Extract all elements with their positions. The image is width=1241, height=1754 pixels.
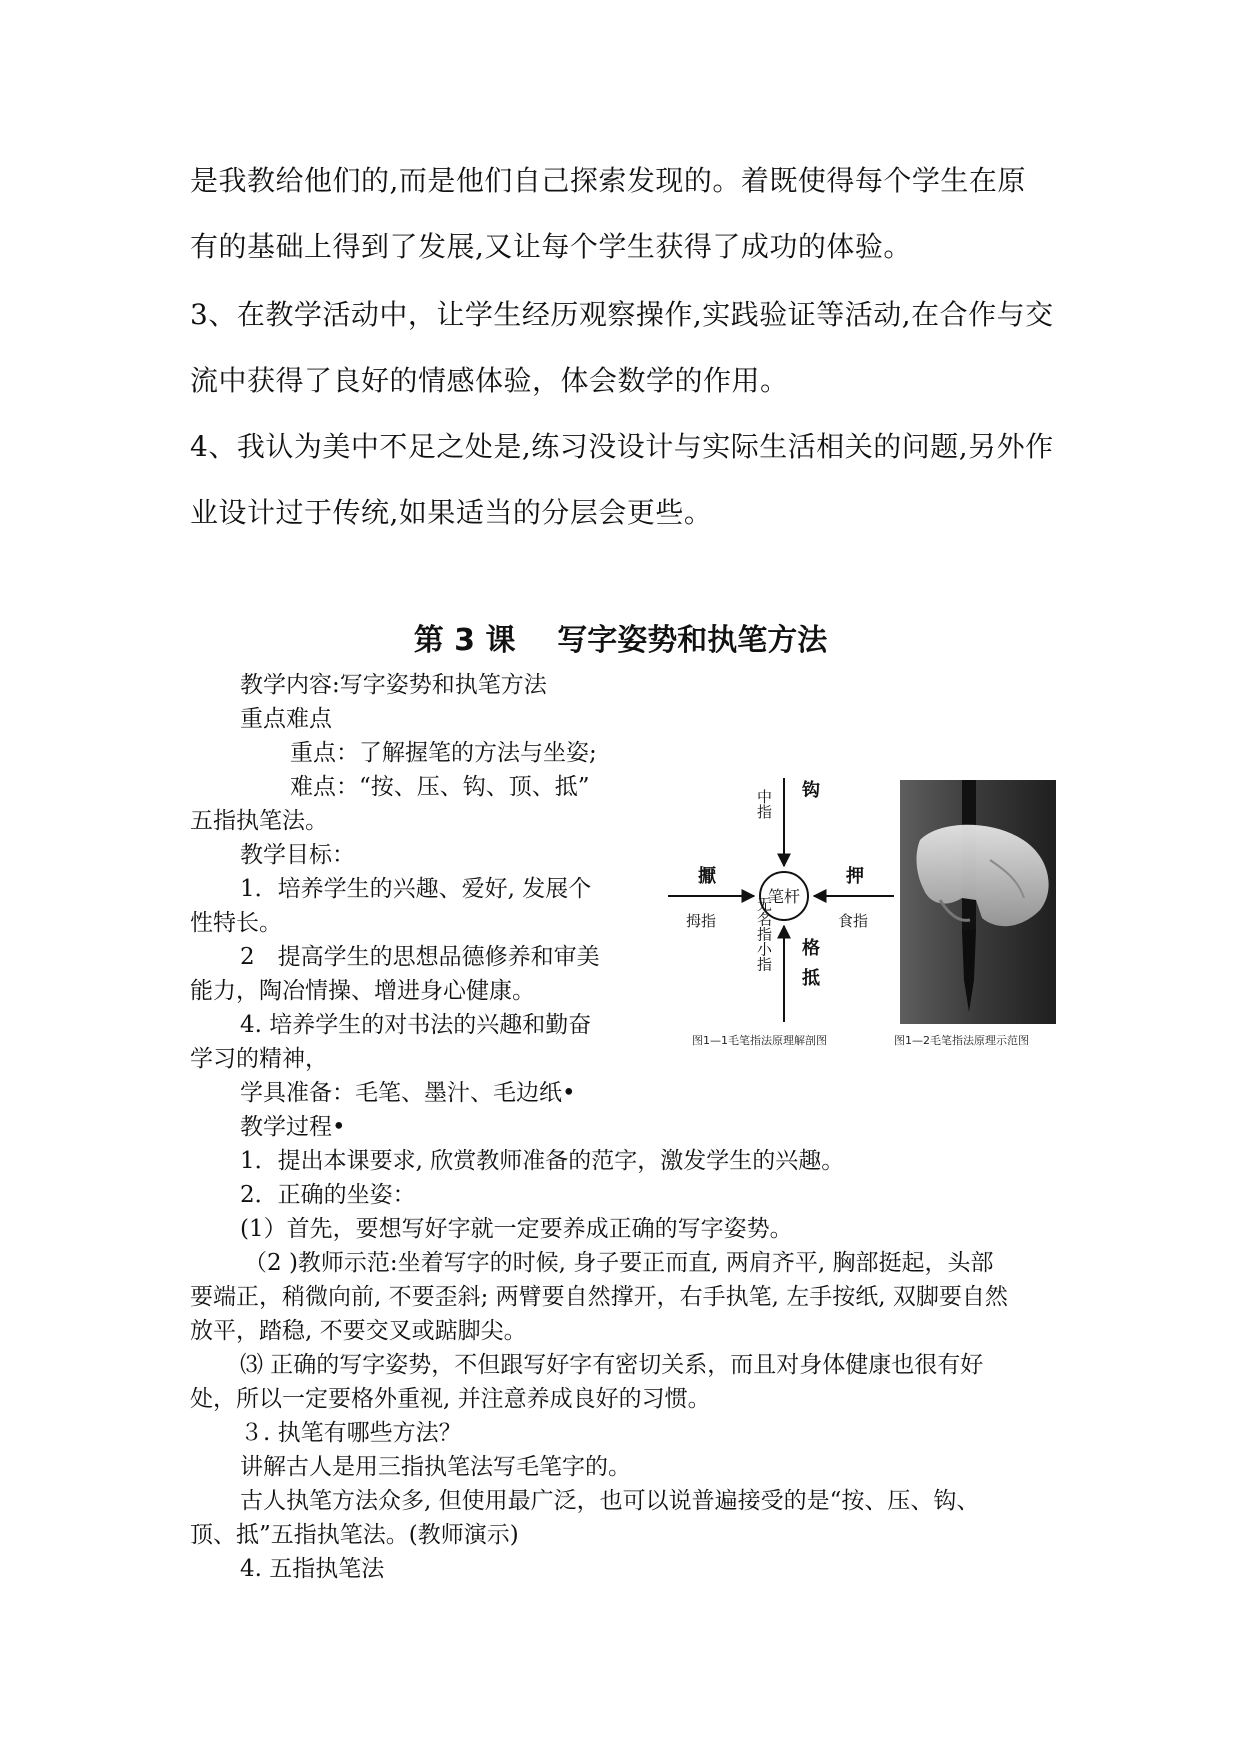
right-action-label: 押 (846, 866, 864, 887)
top-finger-label: 中指 (755, 789, 773, 819)
body-line: 学习的精神， (190, 1046, 328, 1072)
body-line: 学具准备：毛笔、墨汁、毛边纸• (240, 1080, 576, 1106)
body-line: 重点：了解握笔的方法与坐姿; (290, 740, 597, 766)
paragraph-line: 3、在教学活动中，让学生经历观察操作,实践验证等活动,在合作与交 (190, 298, 1054, 331)
body-line: 古人执笔方法众多, 但使用最广泛，也可以说普遍接受的是“按、压、钩、 (240, 1488, 980, 1514)
brush-grip-figure (668, 768, 1060, 1054)
paragraph-line: 4、我认为美中不足之处是,练习没设计与实际生活相关的问题,另外作 (190, 430, 1054, 463)
figure-caption-1: 图1—1毛笔指法原理解剖图 (692, 1034, 827, 1047)
left-finger-label: 拇指 (686, 912, 717, 930)
bottom-action-label: 格 (802, 938, 820, 959)
paragraph-line: 是我教给他们的,而是他们自己探索发现的。着既使得每个学生在原 (190, 164, 1026, 197)
body-line: 1．提出本课要求, 欣赏教师准备的范字，激发学生的兴趣。 (240, 1148, 845, 1174)
body-line: 4. 培养学生的对书法的兴趣和勤奋 (240, 1012, 592, 1038)
body-line: 难点：“按、压、钩、顶、抵” (290, 774, 590, 800)
body-line: 重点难点 (240, 706, 332, 732)
lesson-title: 第 3 课 写字姿势和执笔方法 (413, 623, 828, 658)
body-line: 顶、抵”五指执笔法。(教师演示) (190, 1522, 519, 1548)
left-action-label: 擫 (698, 866, 716, 887)
bottom-action-label: 抵 (802, 968, 820, 989)
center-label: 笔杆 (767, 887, 801, 906)
body-line: ３. 执笔有哪些方法？ (240, 1420, 462, 1446)
body-line: 处，所以一定要格外重视, 并注意养成良好的习惯。 (190, 1386, 711, 1412)
top-action-label: 钩 (802, 780, 820, 801)
right-finger-label: 食指 (838, 912, 869, 930)
figure-caption-2: 图1—2毛笔指法原理示范图 (894, 1034, 1029, 1047)
paragraph-line: 流中获得了良好的情感体验，体会数学的作用。 (190, 364, 789, 397)
body-line: 2 提高学生的思想品德修养和审美 (240, 944, 600, 970)
body-line: 放平，踏稳, 不要交叉或踮脚尖。 (190, 1318, 527, 1344)
body-line: ⑶ 正确的写字姿势，不但跟写好字有密切关系，而且对身体健康也很有好 (240, 1352, 984, 1378)
body-line: 性特长。 (190, 910, 282, 936)
body-line: 4. 五指执笔法 (240, 1556, 385, 1582)
body-line: 要端正，稍微向前, 不要歪斜; 两臂要自然撑开，右手执笔, 左手按纸, 双脚要自然 (190, 1284, 1008, 1310)
body-line: 1．培养学生的兴趣、爱好, 发展个 (240, 876, 592, 902)
finger-diagram (668, 768, 900, 1030)
body-line: 五指执笔法。 (190, 808, 328, 834)
body-line: 2．正确的坐姿： (240, 1182, 416, 1208)
brush-hand-photo (900, 780, 1056, 1024)
body-line: (1）首先，要想写好字就一定要养成正确的写字姿势。 (240, 1216, 793, 1242)
paragraph-line: 业设计过于传统,如果适当的分层会更些。 (190, 496, 713, 529)
body-line: 能力，陶冶情操、增进身心健康。 (190, 978, 535, 1004)
body-line: 教学过程• (240, 1114, 346, 1140)
body-line: 教学目标： (240, 842, 355, 868)
paragraph-line: 有的基础上得到了发展,又让每个学生获得了成功的体验。 (190, 230, 912, 263)
bottom-finger-label: 无名指小指 (755, 896, 773, 972)
body-line: （2 )教师示范:坐着写字的时候, 身子要正而直, 两肩齐平, 胸部挺起，头部 (244, 1250, 994, 1276)
body-line: 讲解古人是用三指执笔法写毛笔字的。 (240, 1454, 631, 1480)
body-line: 教学内容:写字姿势和执笔方法 (240, 672, 547, 698)
